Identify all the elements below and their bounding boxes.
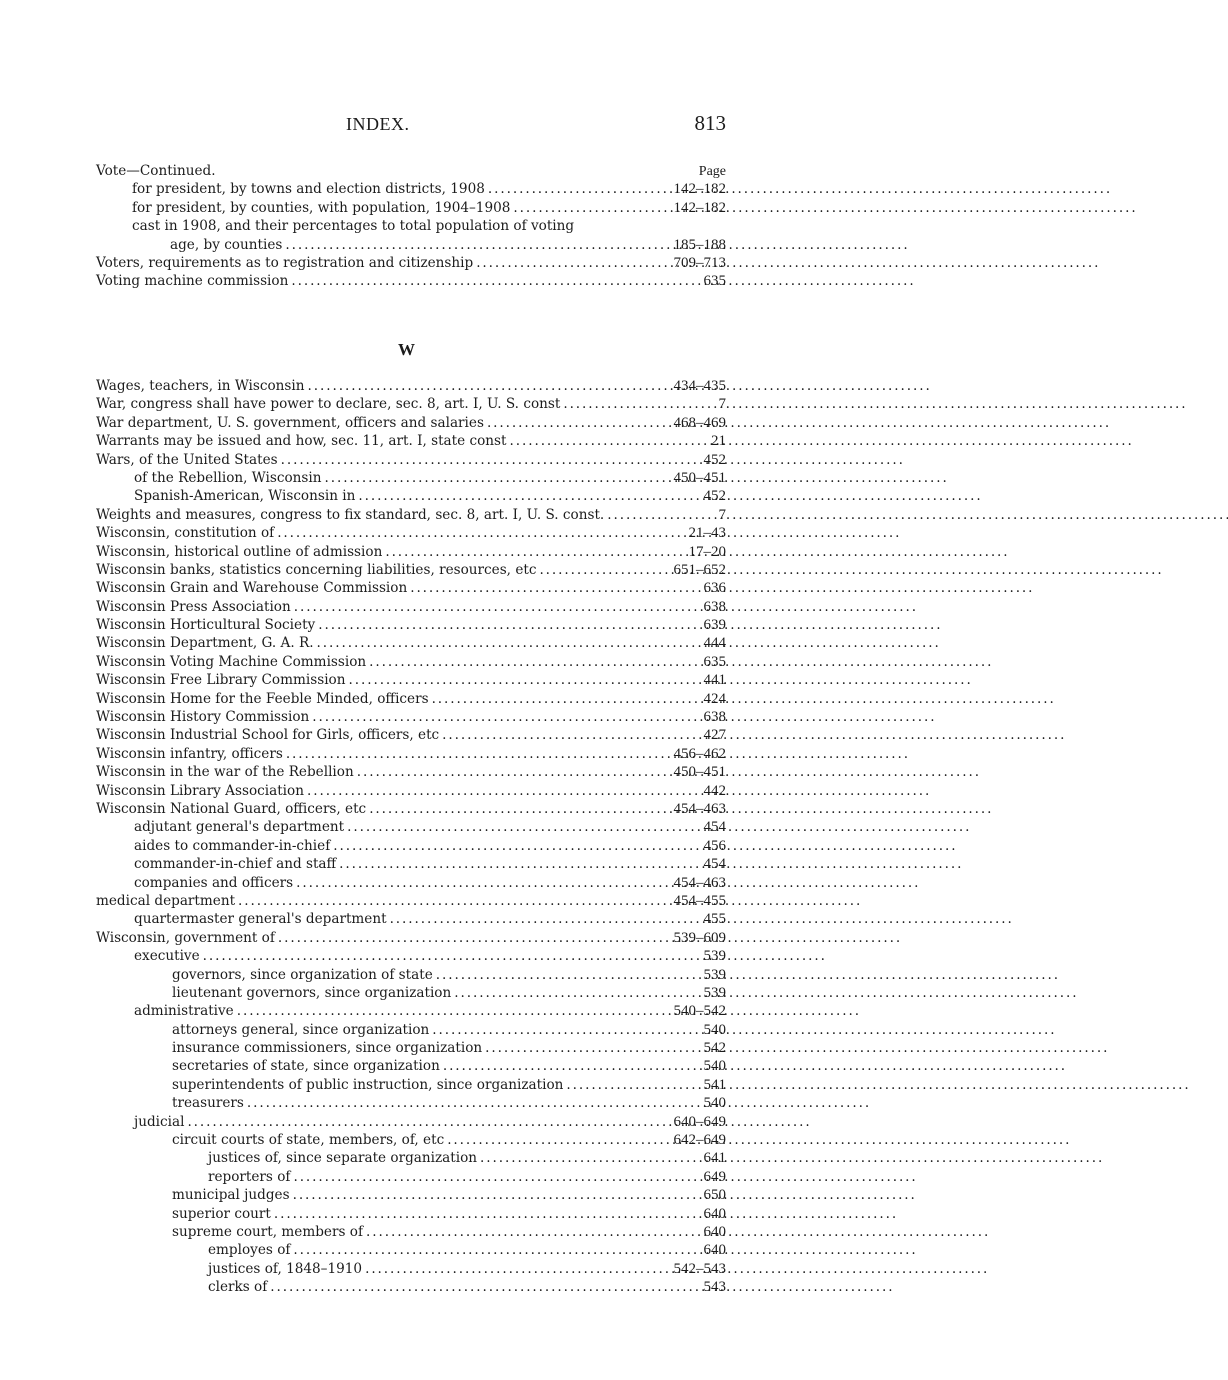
dot-leader <box>355 487 666 505</box>
entry-text: Wisconsin banks, statistics concerning liabilities, resources, etc <box>96 561 537 578</box>
index-entry <box>96 837 726 855</box>
entry-text: Wisconsin Grain and Warehouse Commission <box>96 580 408 597</box>
entry-page-ref: 142–182 <box>673 199 726 216</box>
dot-leader <box>309 708 666 726</box>
entry-text: Wisconsin in the war of the Rebellion <box>96 764 354 781</box>
dot-leader <box>429 690 666 708</box>
index-entry <box>96 690 726 708</box>
dot-leader <box>321 469 666 487</box>
entry-page-ref: 21 <box>711 433 726 450</box>
entry-text: Spanish-American, Wisconsin in <box>134 488 356 505</box>
entry-page-ref: 635 <box>703 653 726 670</box>
entry-page-ref: 21–43 <box>688 525 726 542</box>
dot-leader <box>244 1094 666 1112</box>
entry-page-ref: 540 <box>703 1058 726 1075</box>
index-entry <box>96 1076 726 1094</box>
continued-heading: Vote—Continued. <box>96 163 216 179</box>
entry-text: aides to commander-in-chief <box>134 837 331 854</box>
dot-leader <box>485 180 666 198</box>
dot-leader <box>304 782 666 800</box>
index-entry <box>96 1131 726 1149</box>
entry-text: War department, U. S. government, officers and salaries <box>96 414 484 431</box>
index-entry <box>96 763 726 781</box>
entry-text: Wisconsin Home for the Feeble Minded, officers <box>96 690 429 707</box>
entry-page-ref: 709–713 <box>673 254 726 271</box>
index-entry <box>96 395 726 413</box>
entry-page-ref: 452 <box>703 488 726 505</box>
entry-page-ref: 7 <box>718 506 726 523</box>
dot-leader <box>433 966 666 984</box>
dot-leader <box>278 451 666 469</box>
index-entry <box>96 782 726 800</box>
index-entry <box>96 506 726 524</box>
entry-text: municipal judges <box>172 1187 290 1204</box>
index-entry <box>96 1278 726 1296</box>
entry-page-ref: 454–463 <box>673 874 726 891</box>
index-entry <box>96 487 726 505</box>
dot-leader <box>354 763 666 781</box>
page-column-label: Page <box>698 164 726 179</box>
entry-page-ref: 640–649 <box>673 1113 726 1130</box>
entry-text: War, congress shall have power to declare, sec. 8, art. I, U. S. const <box>96 396 561 413</box>
dot-leader <box>366 800 666 818</box>
dot-leader <box>362 1260 666 1278</box>
entry-text: clerks of <box>208 1279 268 1296</box>
index-entry <box>96 414 726 432</box>
index-entry <box>96 451 726 469</box>
entry-page-ref: 636 <box>703 580 726 597</box>
entry-text: Wisconsin Free Library Commission <box>96 672 346 689</box>
dot-leader <box>604 506 666 524</box>
entry-text: Wisconsin, constitution of <box>96 525 275 542</box>
entry-text: attorneys general, since organization <box>172 1021 430 1038</box>
entry-text: for president, by counties, with population, 1904–1908 <box>132 199 511 216</box>
dot-leader <box>293 874 666 892</box>
dot-leader <box>275 929 666 947</box>
dot-leader <box>200 947 666 965</box>
entry-page-ref: 542 <box>703 1040 726 1057</box>
dot-leader <box>536 561 666 579</box>
index-entry <box>96 236 726 254</box>
dot-leader <box>366 653 666 671</box>
entry-page-ref: 540 <box>703 1095 726 1112</box>
index-entry <box>96 1113 726 1131</box>
dot-leader <box>563 1076 666 1094</box>
index-entry <box>96 671 726 689</box>
index-entry <box>96 1021 726 1039</box>
dot-leader <box>439 726 666 744</box>
dot-leader <box>382 543 666 561</box>
entry-page-ref: 427 <box>703 727 726 744</box>
index-entry <box>96 947 726 965</box>
entry-page-ref: 424 <box>703 690 726 707</box>
entry-text: lieutenant governors, since organization <box>172 984 452 1001</box>
dot-leader <box>288 272 666 290</box>
dot-leader <box>315 616 666 634</box>
entry-text: treasurers <box>172 1095 244 1112</box>
entry-page-ref: 454 <box>703 856 726 873</box>
dot-leader <box>444 1131 666 1149</box>
entry-text: superior court <box>172 1205 271 1222</box>
entry-page-ref: 455 <box>703 911 726 928</box>
running-head-title: INDEX. <box>346 114 410 134</box>
entry-text: companies and officers <box>134 874 294 891</box>
entry-page-ref: 540 <box>703 1021 726 1038</box>
dot-leader <box>477 1149 666 1167</box>
index-entry <box>96 1223 726 1241</box>
entry-text: Wisconsin Industrial School for Girls, officers, etc <box>96 727 440 744</box>
entry-page-ref: 441 <box>703 672 726 689</box>
index-entry <box>96 634 726 652</box>
running-head <box>96 111 726 138</box>
entry-page-ref: 640 <box>703 1205 726 1222</box>
index-entry <box>96 800 726 818</box>
entry-text: for president, by towns and election districts, 1908 <box>132 181 485 198</box>
index-entry <box>96 910 726 928</box>
index-entry <box>96 1260 726 1278</box>
entry-text: justices of, 1848–1910 <box>208 1260 363 1277</box>
entry-text: Voters, requirements as to registration and citizenship <box>96 254 474 271</box>
entry-page-ref: 539 <box>703 948 726 965</box>
entry-text: superintendents of public instruction, since organization <box>172 1076 564 1093</box>
entry-text: Wisconsin, historical outline of admission <box>96 543 383 560</box>
dot-leader <box>235 892 666 910</box>
dot-leader <box>184 1113 666 1131</box>
entry-page-ref: 442 <box>703 782 726 799</box>
entry-text: Wages, teachers, in Wisconsin <box>96 378 305 394</box>
dot-leader <box>336 855 666 873</box>
dot-leader <box>345 671 666 689</box>
entry-page-ref: 543 <box>703 1279 726 1296</box>
entry-page-ref: 540–542 <box>673 1003 726 1020</box>
index-entry <box>96 1002 726 1020</box>
entry-page-ref: 635 <box>703 273 726 290</box>
index-entry <box>96 892 726 910</box>
index-entry <box>96 818 726 836</box>
entry-page-ref: 468–469 <box>673 414 726 431</box>
dot-leader <box>314 634 666 652</box>
entry-page-ref: 434–435 <box>673 378 726 394</box>
entry-text: employes of <box>208 1242 291 1259</box>
entry-text: Wisconsin Press Association <box>96 598 291 615</box>
entry-text: Warrants may be issued and how, sec. 11, art. I, state const <box>96 433 507 450</box>
entry-page-ref: 450–451 <box>673 764 726 781</box>
index-entry <box>96 432 726 450</box>
entry-page-ref: 142–182 <box>673 181 726 198</box>
dot-leader <box>387 910 666 928</box>
entry-page-ref: 638 <box>703 709 726 726</box>
entry-text: Wisconsin National Guard, officers, etc <box>96 800 367 817</box>
entry-text: administrative <box>134 1003 234 1020</box>
index-entry <box>96 1149 726 1167</box>
entry-text: commander-in-chief and staff <box>134 856 337 873</box>
index-entry <box>96 929 726 947</box>
entry-text: judicial <box>134 1113 185 1130</box>
entry-text: age, by counties <box>170 236 283 253</box>
entry-text: Voting machine commission <box>96 273 289 290</box>
entry-text: medical department <box>96 892 236 909</box>
entry-page-ref: 650 <box>703 1187 726 1204</box>
entry-text: Wisconsin Library Association <box>96 782 304 799</box>
index-entry <box>96 217 726 235</box>
index-entry <box>96 579 726 597</box>
dot-leader <box>506 432 666 450</box>
entry-page-ref: 641 <box>703 1150 726 1167</box>
index-entry <box>96 1186 726 1204</box>
entry-page-ref: 456–462 <box>673 745 726 762</box>
entry-page-ref: 539–609 <box>673 929 726 946</box>
entry-text: quartermaster general's department <box>134 911 387 928</box>
entry-text: Wisconsin, government of <box>96 929 275 946</box>
entry-text: governors, since organization of state <box>172 966 433 983</box>
entry-page-ref: 17–20 <box>688 543 726 560</box>
entry-text: Wisconsin infantry, officers <box>96 745 283 762</box>
dot-leader <box>560 395 666 413</box>
entry-page-ref: 452 <box>703 451 726 468</box>
entry-page-ref: 640 <box>703 1223 726 1240</box>
index-entry <box>96 469 726 487</box>
dot-leader <box>363 1223 666 1241</box>
index-entry <box>96 745 726 763</box>
dot-leader <box>440 1057 666 1075</box>
dot-leader <box>283 745 666 763</box>
entry-page-ref: 454–455 <box>673 892 726 909</box>
dot-leader <box>330 837 666 855</box>
entry-text: Wisconsin Horticultural Society <box>96 617 316 634</box>
continued-heading-row <box>96 162 726 180</box>
dot-leader <box>451 984 666 1002</box>
entry-page-ref: 450–451 <box>673 469 726 486</box>
index-entry <box>96 726 726 744</box>
index-entry <box>96 524 726 542</box>
entry-text: of the Rebellion, Wisconsin <box>134 469 322 486</box>
index-entry <box>96 966 726 984</box>
index-entry <box>96 1039 726 1057</box>
index-entry <box>96 543 726 561</box>
dot-leader <box>482 1039 666 1057</box>
index-entry <box>96 199 726 217</box>
index-entry <box>96 616 726 634</box>
index-entry <box>96 1241 726 1259</box>
index-entry <box>96 984 726 1002</box>
dot-leader <box>407 579 666 597</box>
dot-leader <box>290 1241 666 1259</box>
entry-page-ref: 642–649 <box>673 1132 726 1149</box>
dot-leader <box>484 414 666 432</box>
dot-leader <box>344 818 666 836</box>
entry-text: adjutant general's department <box>134 819 345 836</box>
entry-page-ref: 539 <box>703 984 726 1001</box>
entry-page-ref: 185–188 <box>673 236 726 253</box>
entry-text: justices of, since separate organization <box>208 1150 478 1167</box>
continued-entries-block <box>96 162 726 291</box>
entry-text: Wisconsin Voting Machine Commission <box>96 653 367 670</box>
index-entry <box>96 377 726 395</box>
entry-page-ref: 649 <box>703 1168 726 1185</box>
index-entry <box>96 874 726 892</box>
index-entry <box>96 598 726 616</box>
dot-leader <box>291 598 666 616</box>
index-entry <box>96 272 726 290</box>
entry-text: cast in 1908, and their percentages to total population of voting <box>132 218 575 235</box>
w-entries-block <box>96 377 726 1297</box>
entry-text: Wisconsin Department, G. A. R. <box>96 635 314 652</box>
dot-leader <box>234 1002 666 1020</box>
entry-page-ref: 7 <box>718 396 726 413</box>
index-entry <box>96 1205 726 1223</box>
entry-page-ref: 640 <box>703 1242 726 1259</box>
entry-page-ref: 639 <box>703 617 726 634</box>
dot-leader <box>274 524 666 542</box>
index-entry <box>96 254 726 272</box>
entry-page-ref: 456 <box>703 837 726 854</box>
index-entry <box>96 180 726 198</box>
dot-leader <box>429 1021 666 1039</box>
dot-leader <box>290 1168 666 1186</box>
dot-leader <box>510 199 666 217</box>
entry-page-ref: 542–543 <box>673 1260 726 1277</box>
index-entry <box>96 708 726 726</box>
dot-leader <box>267 1278 666 1296</box>
page-number: 813 <box>694 111 726 135</box>
entry-text: insurance commissioners, since organization <box>172 1040 483 1057</box>
dot-leader <box>271 1205 666 1223</box>
entry-page-ref: 651–652 <box>673 561 726 578</box>
index-entry <box>96 1168 726 1186</box>
dot-leader <box>305 377 666 395</box>
entry-page-ref: 454 <box>703 819 726 836</box>
index-entry <box>96 1094 726 1112</box>
entry-text: executive <box>134 948 200 965</box>
dot-leader <box>473 254 666 272</box>
entry-text: Wars, of the United States <box>96 451 278 468</box>
entry-text: Weights and measures, congress to fix standard, sec. 8, art. I, U. S. const. <box>96 506 605 523</box>
entry-page-ref: 541 <box>703 1076 726 1093</box>
index-entry <box>96 1057 726 1075</box>
entry-text: secretaries of state, since organization <box>172 1058 440 1075</box>
entry-page-ref: 454–463 <box>673 800 726 817</box>
dot-leader <box>290 1186 666 1204</box>
entry-page-ref: 638 <box>703 598 726 615</box>
index-entry <box>96 855 726 873</box>
entry-page-ref: 539 <box>703 966 726 983</box>
section-letter: W <box>398 340 415 359</box>
dot-leader <box>282 236 666 254</box>
entry-text: supreme court, members of <box>172 1223 363 1240</box>
entry-page-ref: 444 <box>703 635 726 652</box>
index-entry <box>96 561 726 579</box>
index-entry <box>96 653 726 671</box>
entry-text: Wisconsin History Commission <box>96 709 310 726</box>
entry-text: reporters of <box>208 1168 291 1185</box>
entry-text: circuit courts of state, members, of, etc <box>172 1132 445 1149</box>
